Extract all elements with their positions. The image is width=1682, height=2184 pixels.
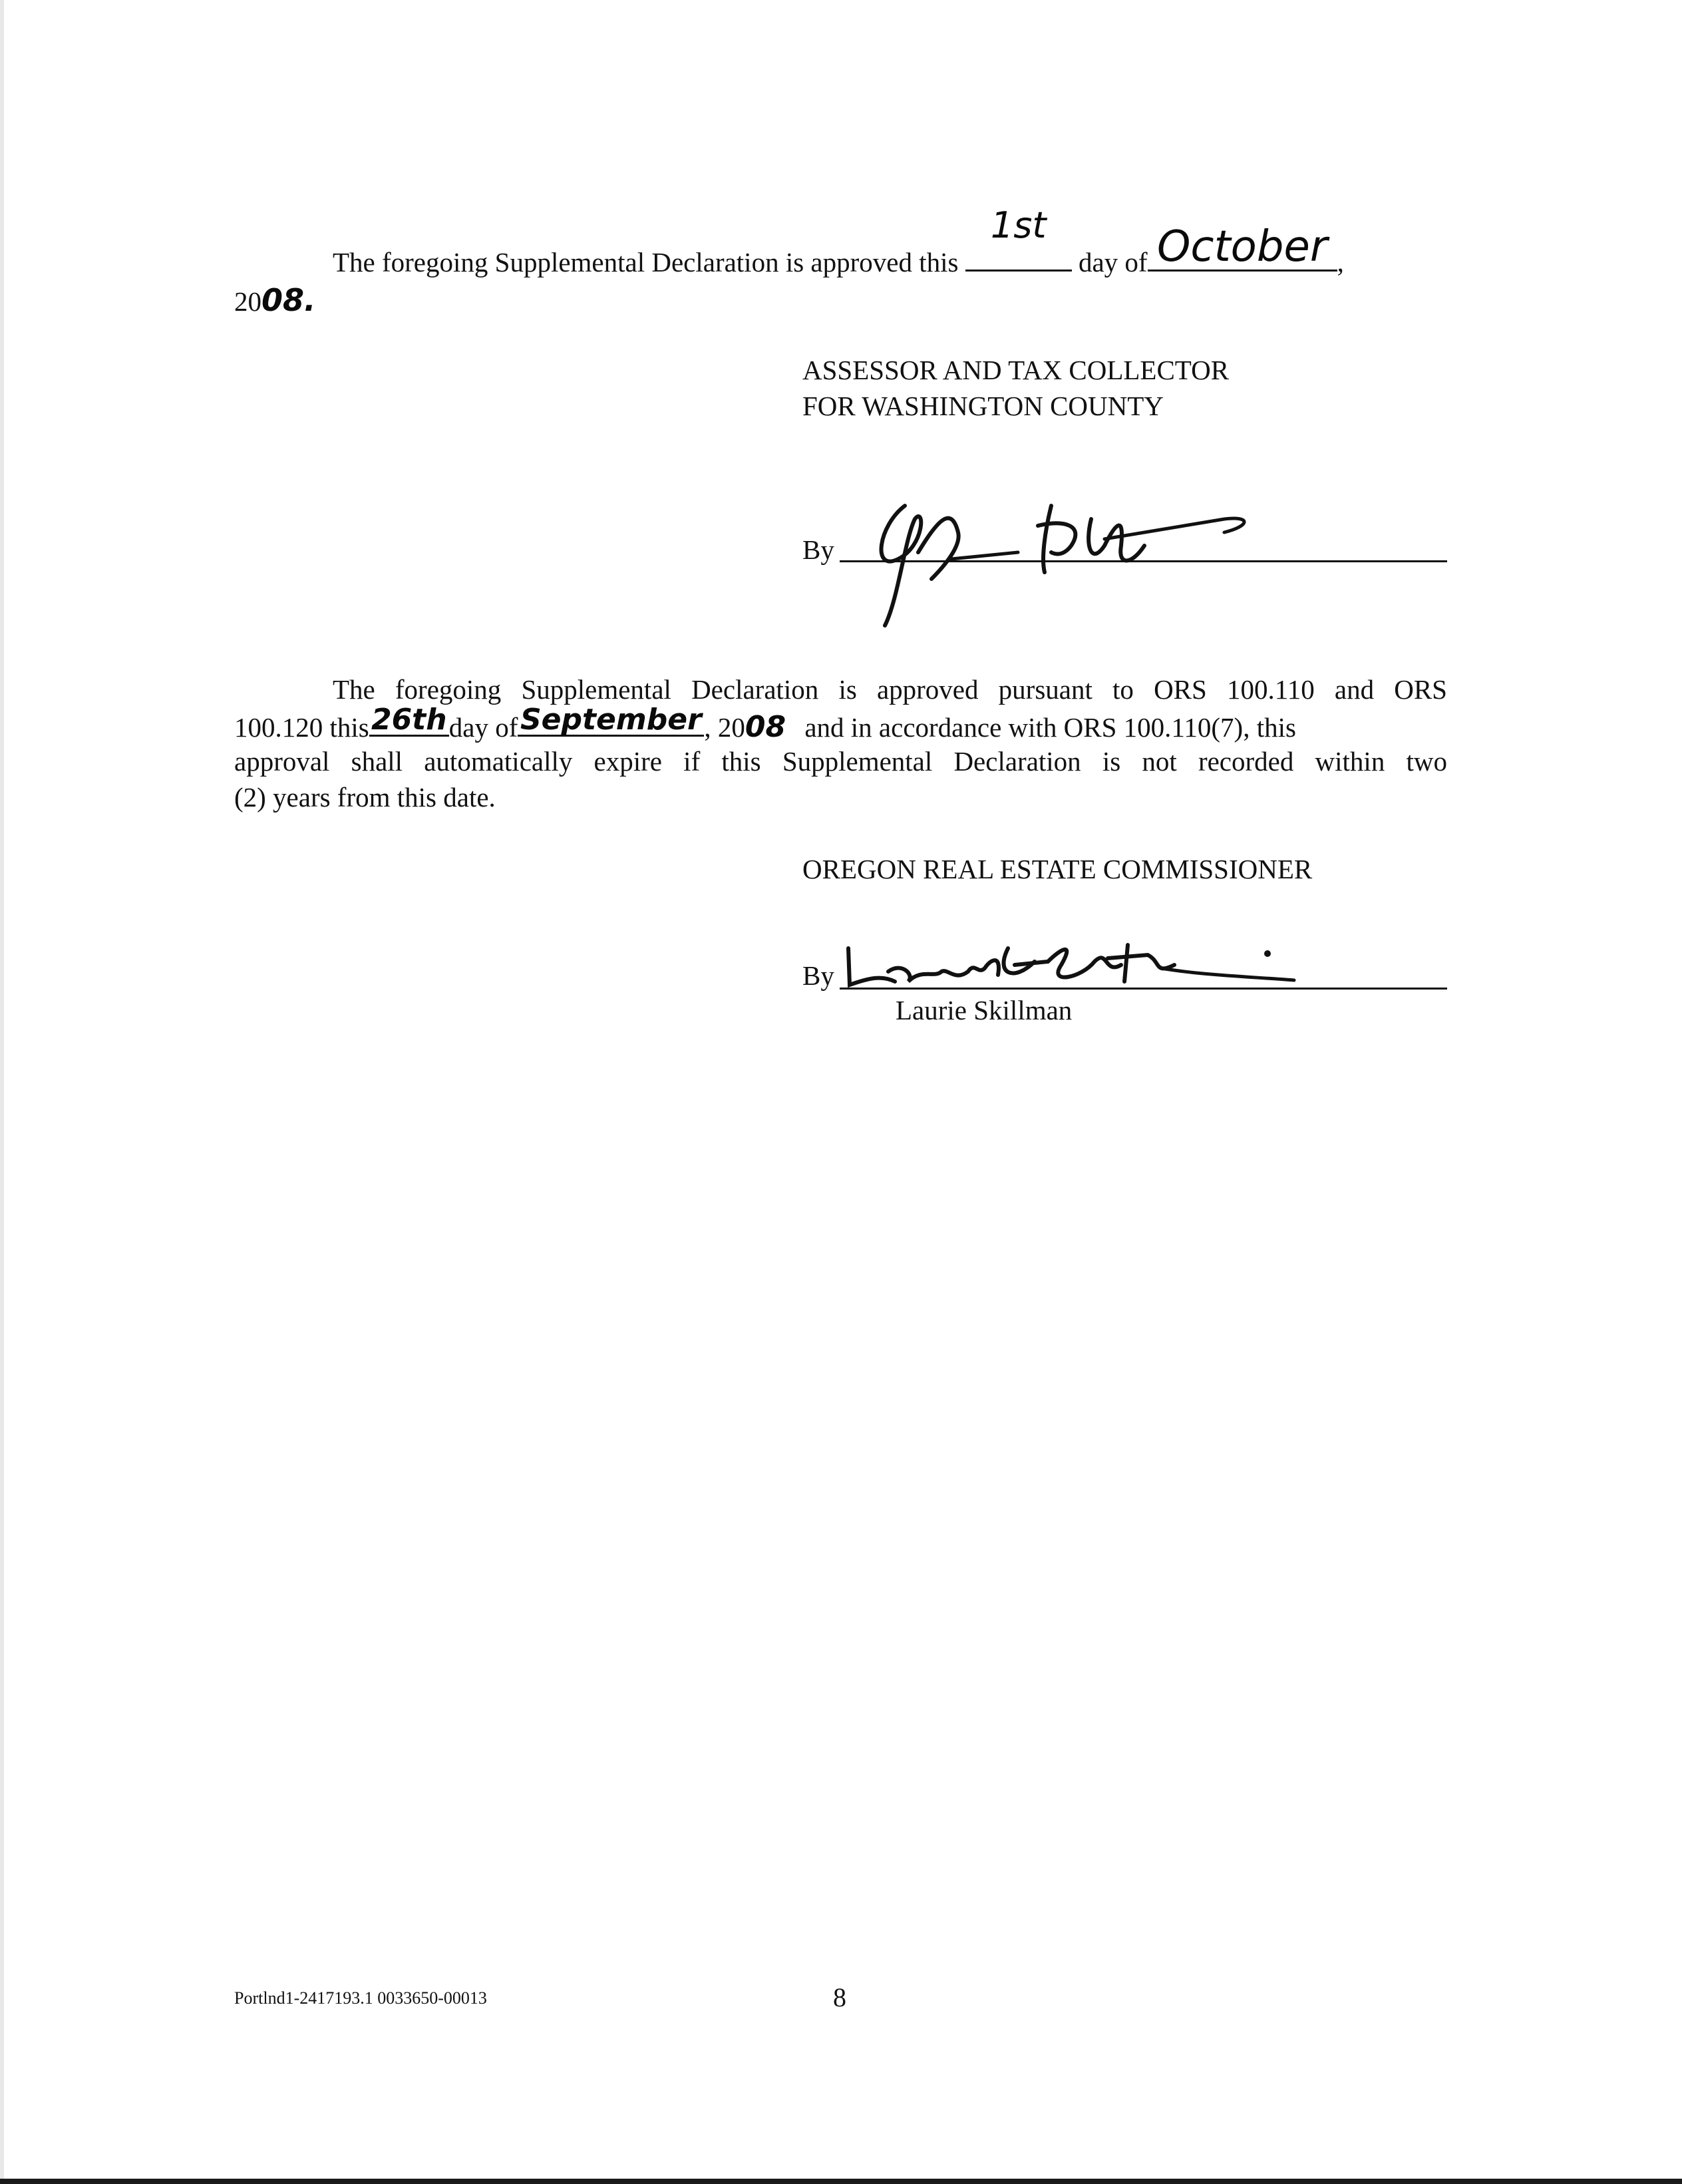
commission-day-blank <box>369 703 449 737</box>
commission-month-handwritten: September <box>520 703 702 737</box>
scan-edge <box>0 0 4 2184</box>
line2-part-b: day of <box>448 712 518 743</box>
commissioner-approval-line2 <box>234 703 1447 745</box>
commissioner-signature <box>842 935 1307 998</box>
approval-month-handwritten: October <box>1157 222 1328 272</box>
assessor-approval-year <box>234 283 316 319</box>
footer-document-id: Portlnd1-2417193.1 0033650-00013 <box>234 1988 487 2008</box>
commissioner-signer-name: Laurie Skillman <box>896 995 1073 1025</box>
assessor-by-label: By <box>802 534 834 565</box>
approval-day-handwritten: 1st <box>990 204 1047 246</box>
assessor-approval-line <box>333 204 1344 279</box>
approval-comma: , <box>1337 247 1344 277</box>
assessor-title-line2: FOR WASHINGTON COUNTY <box>802 391 1164 421</box>
commissioner-title: OREGON REAL ESTATE COMMISSIONER <box>802 854 1313 884</box>
commission-year-handwritten: 08 <box>745 710 786 744</box>
commissioner-by-label: By <box>802 960 834 991</box>
year-prefix: 20 <box>234 286 261 317</box>
line2-part-d: and in accordance with ORS 100.110(7), this <box>804 712 1296 743</box>
assessor-title-line1: ASSESSOR AND TAX COLLECTOR <box>802 355 1230 385</box>
approval-day-blank <box>965 204 1072 272</box>
line2-part-c: , 20 <box>704 712 745 743</box>
commissioner-approval-line1: The foregoing Supplemental Declaration is approved pursuant to ORS 100.110 and ORS <box>333 674 1447 705</box>
commissioner-approval-line4: (2) years from this date. <box>234 782 496 813</box>
approval-month-blank <box>1148 222 1337 272</box>
commission-day-handwritten: 26th <box>371 703 447 737</box>
commission-month-blank <box>518 703 704 737</box>
scan-bottom-edge <box>0 2179 1682 2184</box>
assessor-approval-text: The foregoing Supplemental Declaration is approved this <box>333 247 959 277</box>
assessor-signature <box>852 479 1264 632</box>
approval-year-handwritten: 08. <box>261 282 316 318</box>
line2-part-a: 100.120 this <box>234 712 369 743</box>
day-of-text: day of <box>1078 247 1148 277</box>
commissioner-approval-line3: approval shall automatically expire if this Supplemental Declaration is not recorded within two <box>234 746 1447 777</box>
page-number: 8 <box>833 1982 846 2012</box>
